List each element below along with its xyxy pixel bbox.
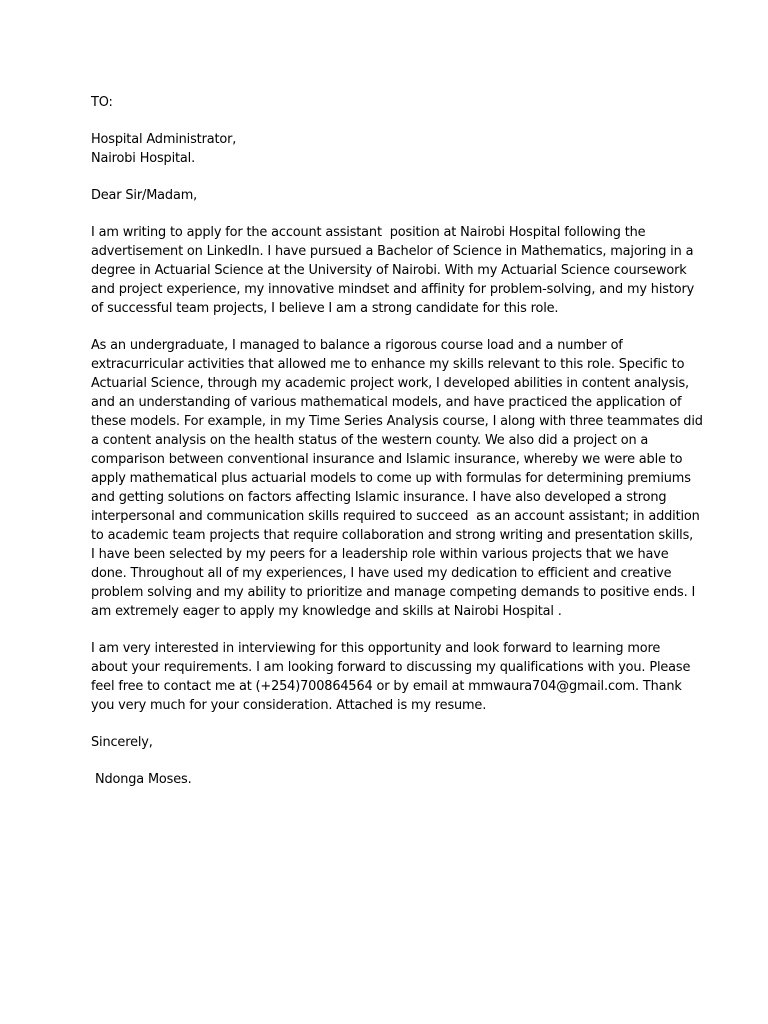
salutation: Dear Sir/Madam,: [91, 188, 198, 203]
paragraph3-line: I am very interested in interviewing for this opportunity and look forward to learning more: [91, 641, 661, 656]
paragraph2-line: apply mathematical plus actuarial models to come up with formulas for determining premiums: [91, 471, 691, 486]
paragraph1-line: I am writing to apply for the account assistant position at Nairobi Hospital following the: [91, 225, 646, 240]
paragraph1-line: of successful team projects, I believe I am a strong candidate for this role.: [91, 301, 559, 316]
paragraph2-line: problem solving and my ability to prioritize and manage competing demands to positive ends. I: [91, 585, 696, 600]
paragraph2-line: done. Throughout all of my experiences, I have used my dedication to efficient and creative: [91, 566, 672, 581]
paragraph2-line: Actuarial Science, through my academic project work, I developed abilities in content analysis,: [91, 376, 689, 391]
paragraph3-line: feel free to contact me at (+254)700864564 or by email at mmwaura704@gmail.com. Thank: [91, 679, 682, 694]
paragraph2-line: comparison between conventional insurance and Islamic insurance, whereby we were able to: [91, 452, 683, 467]
paragraph1-line: and project experience, my innovative mindset and affinity for problem-solving, and my history: [91, 282, 695, 297]
closing: Sincerely,: [91, 735, 153, 750]
paragraph2-line: interpersonal and communication skills required to succeed as an account assistant; in addition: [91, 509, 700, 524]
paragraph2-line: I have been selected by my peers for a leadership role within various projects that we have: [91, 547, 669, 562]
paragraph3-line: about your requirements. I am looking forward to discussing my qualifications with you. Please: [91, 660, 691, 675]
paragraph2-line: am extremely eager to apply my knowledge and skills at Nairobi Hospital .: [91, 604, 562, 619]
recipient-line: Nairobi Hospital.: [91, 151, 196, 166]
paragraph2-line: to academic team projects that require collaboration and strong writing and presentation skills,: [91, 528, 694, 543]
recipient-line: Hospital Administrator,: [91, 132, 237, 147]
paragraph1-line: advertisement on LinkedIn. I have pursued a Bachelor of Science in Mathematics, majoring in a: [91, 244, 694, 259]
paragraph2-line: these models. For example, in my Time Series Analysis course, I along with three teammates did: [91, 414, 703, 429]
paragraph2-line: extracurricular activities that allowed me to enhance my skills relevant to this role. Specific to: [91, 357, 685, 372]
paragraph1-line: degree in Actuarial Science at the University of Nairobi. With my Actuarial Science coursework: [91, 263, 687, 278]
paragraph2-line: and getting solutions on factors affecting Islamic insurance. I have also developed a strong: [91, 490, 667, 505]
paragraph3-line: you very much for your consideration. Attached is my resume.: [91, 698, 487, 713]
signature-name: Ndonga Moses.: [91, 772, 192, 787]
paragraph2-line: a content analysis on the health status of the western county. We also did a project on a: [91, 433, 649, 448]
paragraph2-line: As an undergraduate, I managed to balance a rigorous course load and a number of: [91, 338, 623, 353]
to-label: TO:: [91, 95, 113, 110]
paragraph2-line: and an understanding of various mathematical models, and have practiced the application of: [91, 395, 682, 410]
